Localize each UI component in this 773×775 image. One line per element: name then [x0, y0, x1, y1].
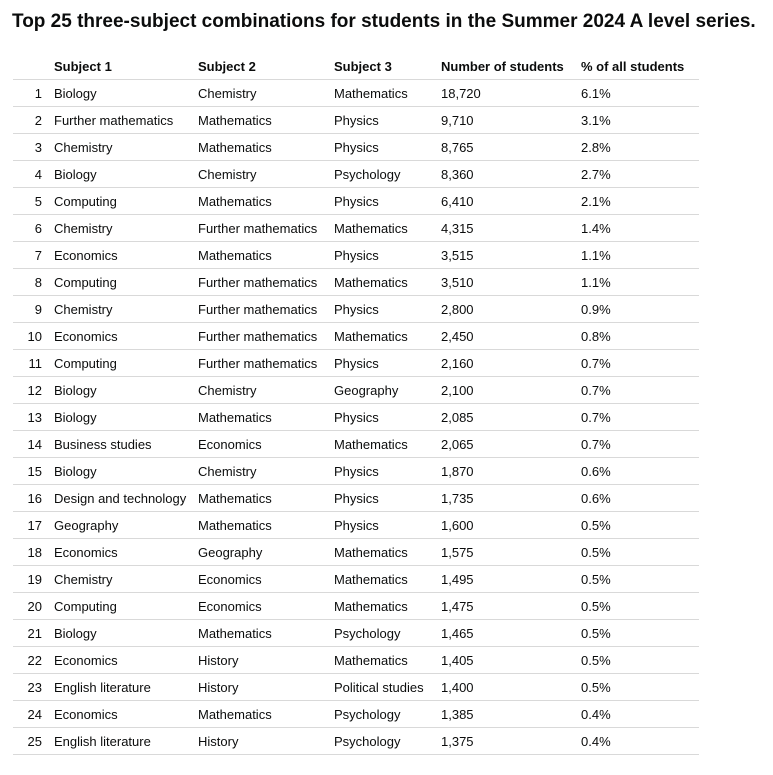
subject-1-cell: Computing	[48, 188, 198, 215]
subject-3-cell: Mathematics	[334, 269, 441, 296]
table-row	[13, 539, 699, 566]
table-row	[13, 728, 699, 755]
table-body	[13, 80, 699, 755]
subject-3-cell: Mathematics	[334, 647, 441, 674]
rank-cell: 7	[13, 242, 48, 269]
subject-1-cell: Chemistry	[48, 296, 198, 323]
table-row	[13, 350, 699, 377]
subject-2-cell: History	[198, 647, 334, 674]
subject-2-cell: Economics	[198, 431, 334, 458]
number-of-students-cell: 2,450	[441, 323, 581, 350]
number-of-students-cell: 2,160	[441, 350, 581, 377]
subject-1-cell: English literature	[48, 674, 198, 701]
number-of-students-cell: 8,360	[441, 161, 581, 188]
subject-1-cell: Biology	[48, 161, 198, 188]
percent-cell: 0.5%	[581, 593, 699, 620]
number-of-students-cell: 2,085	[441, 404, 581, 431]
percent-cell: 0.6%	[581, 485, 699, 512]
subject-3-cell: Mathematics	[334, 593, 441, 620]
percent-cell: 0.4%	[581, 701, 699, 728]
percent-cell: 0.5%	[581, 674, 699, 701]
rank-cell: 3	[13, 134, 48, 161]
number-of-students-cell: 1,385	[441, 701, 581, 728]
subject-1-cell: Business studies	[48, 431, 198, 458]
percent-cell: 0.5%	[581, 647, 699, 674]
column-header-rank	[13, 54, 48, 80]
table-row	[13, 701, 699, 728]
number-of-students-cell: 9,710	[441, 107, 581, 134]
subject-1-cell: Economics	[48, 323, 198, 350]
subject-1-cell: Biology	[48, 458, 198, 485]
table-row	[13, 512, 699, 539]
subject-2-cell: Further mathematics	[198, 296, 334, 323]
table-header-row	[13, 54, 699, 80]
subject-2-cell: Mathematics	[198, 134, 334, 161]
percent-cell: 0.7%	[581, 377, 699, 404]
subject-1-cell: Economics	[48, 539, 198, 566]
subject-3-cell: Physics	[334, 350, 441, 377]
subject-1-cell: Computing	[48, 269, 198, 296]
subject-3-cell: Mathematics	[334, 431, 441, 458]
rank-cell: 8	[13, 269, 48, 296]
subject-2-cell: Mathematics	[198, 188, 334, 215]
percent-cell: 2.1%	[581, 188, 699, 215]
subject-1-cell: Computing	[48, 350, 198, 377]
subject-3-cell: Physics	[334, 404, 441, 431]
percent-cell: 1.1%	[581, 242, 699, 269]
number-of-students-cell: 1,870	[441, 458, 581, 485]
table-row	[13, 296, 699, 323]
table-row	[13, 377, 699, 404]
percent-cell: 1.1%	[581, 269, 699, 296]
rank-cell: 9	[13, 296, 48, 323]
rank-cell: 20	[13, 593, 48, 620]
subject-1-cell: Biology	[48, 620, 198, 647]
percent-cell: 0.7%	[581, 431, 699, 458]
subject-2-cell: Chemistry	[198, 80, 334, 107]
table-row	[13, 242, 699, 269]
rank-cell: 12	[13, 377, 48, 404]
number-of-students-cell: 1,735	[441, 485, 581, 512]
subject-2-cell: Further mathematics	[198, 323, 334, 350]
subject-2-cell: Mathematics	[198, 404, 334, 431]
table-row	[13, 107, 699, 134]
rank-cell: 23	[13, 674, 48, 701]
number-of-students-cell: 18,720	[441, 80, 581, 107]
subject-2-cell: Mathematics	[198, 485, 334, 512]
column-header-subject-3: Subject 3	[334, 54, 441, 80]
percent-cell: 0.8%	[581, 323, 699, 350]
subject-1-cell: Biology	[48, 80, 198, 107]
subject-3-cell: Mathematics	[334, 539, 441, 566]
subject-2-cell: Chemistry	[198, 377, 334, 404]
percent-cell: 0.7%	[581, 350, 699, 377]
percent-cell: 0.7%	[581, 404, 699, 431]
rank-cell: 4	[13, 161, 48, 188]
subject-3-cell: Physics	[334, 242, 441, 269]
percent-cell: 0.4%	[581, 728, 699, 755]
percent-cell: 1.4%	[581, 215, 699, 242]
subject-2-cell: Further mathematics	[198, 350, 334, 377]
subject-3-cell: Physics	[334, 188, 441, 215]
rank-cell: 21	[13, 620, 48, 647]
rank-cell: 17	[13, 512, 48, 539]
subject-3-cell: Mathematics	[334, 80, 441, 107]
subject-3-cell: Physics	[334, 296, 441, 323]
table-row	[13, 566, 699, 593]
subject-3-cell: Mathematics	[334, 323, 441, 350]
subject-3-cell: Physics	[334, 458, 441, 485]
subject-2-cell: Mathematics	[198, 107, 334, 134]
table-row	[13, 647, 699, 674]
number-of-students-cell: 1,400	[441, 674, 581, 701]
subject-3-cell: Psychology	[334, 161, 441, 188]
column-header-percent-of-all-students: % of all students	[581, 54, 699, 80]
subject-1-cell: Economics	[48, 242, 198, 269]
subject-2-cell: Chemistry	[198, 161, 334, 188]
subject-1-cell: Economics	[48, 701, 198, 728]
number-of-students-cell: 2,800	[441, 296, 581, 323]
number-of-students-cell: 1,475	[441, 593, 581, 620]
rank-cell: 15	[13, 458, 48, 485]
subject-2-cell: Chemistry	[198, 458, 334, 485]
column-header-subject-1: Subject 1	[48, 54, 198, 80]
table-row	[13, 431, 699, 458]
subject-3-cell: Geography	[334, 377, 441, 404]
subject-2-cell: History	[198, 728, 334, 755]
subject-2-cell: Mathematics	[198, 242, 334, 269]
subject-1-cell: Computing	[48, 593, 198, 620]
column-header-subject-2: Subject 2	[198, 54, 334, 80]
number-of-students-cell: 3,510	[441, 269, 581, 296]
subject-3-cell: Psychology	[334, 620, 441, 647]
subject-3-cell: Psychology	[334, 728, 441, 755]
subject-3-cell: Political studies	[334, 674, 441, 701]
table-row	[13, 620, 699, 647]
table-row	[13, 458, 699, 485]
percent-cell: 6.1%	[581, 80, 699, 107]
table-row	[13, 80, 699, 107]
subject-1-cell: Geography	[48, 512, 198, 539]
column-header-number-of-students: Number of students	[441, 54, 581, 80]
page-title: Top 25 three-subject combinations for students in the Summer 2024 A level series.	[12, 11, 756, 32]
subject-3-cell: Physics	[334, 485, 441, 512]
number-of-students-cell: 2,100	[441, 377, 581, 404]
subject-1-cell: Further mathematics	[48, 107, 198, 134]
subject-2-cell: History	[198, 674, 334, 701]
subject-1-cell: English literature	[48, 728, 198, 755]
table-row	[13, 188, 699, 215]
percent-cell: 0.5%	[581, 539, 699, 566]
percent-cell: 0.9%	[581, 296, 699, 323]
rank-cell: 14	[13, 431, 48, 458]
subject-3-cell: Psychology	[334, 701, 441, 728]
rank-cell: 22	[13, 647, 48, 674]
percent-cell: 0.5%	[581, 566, 699, 593]
table-row	[13, 161, 699, 188]
subject-2-cell: Mathematics	[198, 620, 334, 647]
number-of-students-cell: 1,375	[441, 728, 581, 755]
number-of-students-cell: 6,410	[441, 188, 581, 215]
number-of-students-cell: 1,495	[441, 566, 581, 593]
percent-cell: 2.7%	[581, 161, 699, 188]
rank-cell: 18	[13, 539, 48, 566]
table-row	[13, 323, 699, 350]
number-of-students-cell: 4,315	[441, 215, 581, 242]
percent-cell: 0.5%	[581, 512, 699, 539]
table-row	[13, 134, 699, 161]
rank-cell: 1	[13, 80, 48, 107]
percent-cell: 0.6%	[581, 458, 699, 485]
subject-2-cell: Mathematics	[198, 701, 334, 728]
subject-2-cell: Economics	[198, 593, 334, 620]
subject-2-cell: Mathematics	[198, 512, 334, 539]
rank-cell: 24	[13, 701, 48, 728]
subject-1-cell: Chemistry	[48, 134, 198, 161]
number-of-students-cell: 1,575	[441, 539, 581, 566]
rank-cell: 6	[13, 215, 48, 242]
table-row	[13, 269, 699, 296]
rank-cell: 10	[13, 323, 48, 350]
subject-2-cell: Economics	[198, 566, 334, 593]
subject-2-cell: Further mathematics	[198, 215, 334, 242]
subject-3-cell: Mathematics	[334, 566, 441, 593]
table-row	[13, 674, 699, 701]
rank-cell: 11	[13, 350, 48, 377]
table-row	[13, 593, 699, 620]
number-of-students-cell: 1,405	[441, 647, 581, 674]
subject-2-cell: Further mathematics	[198, 269, 334, 296]
combinations-table	[13, 54, 699, 755]
subject-2-cell: Geography	[198, 539, 334, 566]
subject-1-cell: Chemistry	[48, 215, 198, 242]
rank-cell: 16	[13, 485, 48, 512]
subject-1-cell: Biology	[48, 377, 198, 404]
subject-3-cell: Physics	[334, 512, 441, 539]
table-row	[13, 215, 699, 242]
rank-cell: 2	[13, 107, 48, 134]
rank-cell: 19	[13, 566, 48, 593]
table-row	[13, 485, 699, 512]
subject-1-cell: Design and technology	[48, 485, 198, 512]
number-of-students-cell: 8,765	[441, 134, 581, 161]
number-of-students-cell: 1,600	[441, 512, 581, 539]
subject-1-cell: Economics	[48, 647, 198, 674]
percent-cell: 2.8%	[581, 134, 699, 161]
subject-3-cell: Mathematics	[334, 215, 441, 242]
rank-cell: 5	[13, 188, 48, 215]
table-row	[13, 404, 699, 431]
number-of-students-cell: 1,465	[441, 620, 581, 647]
percent-cell: 3.1%	[581, 107, 699, 134]
number-of-students-cell: 3,515	[441, 242, 581, 269]
subject-1-cell: Chemistry	[48, 566, 198, 593]
subject-3-cell: Physics	[334, 134, 441, 161]
number-of-students-cell: 2,065	[441, 431, 581, 458]
subject-1-cell: Biology	[48, 404, 198, 431]
rank-cell: 13	[13, 404, 48, 431]
rank-cell: 25	[13, 728, 48, 755]
subject-3-cell: Physics	[334, 107, 441, 134]
percent-cell: 0.5%	[581, 620, 699, 647]
